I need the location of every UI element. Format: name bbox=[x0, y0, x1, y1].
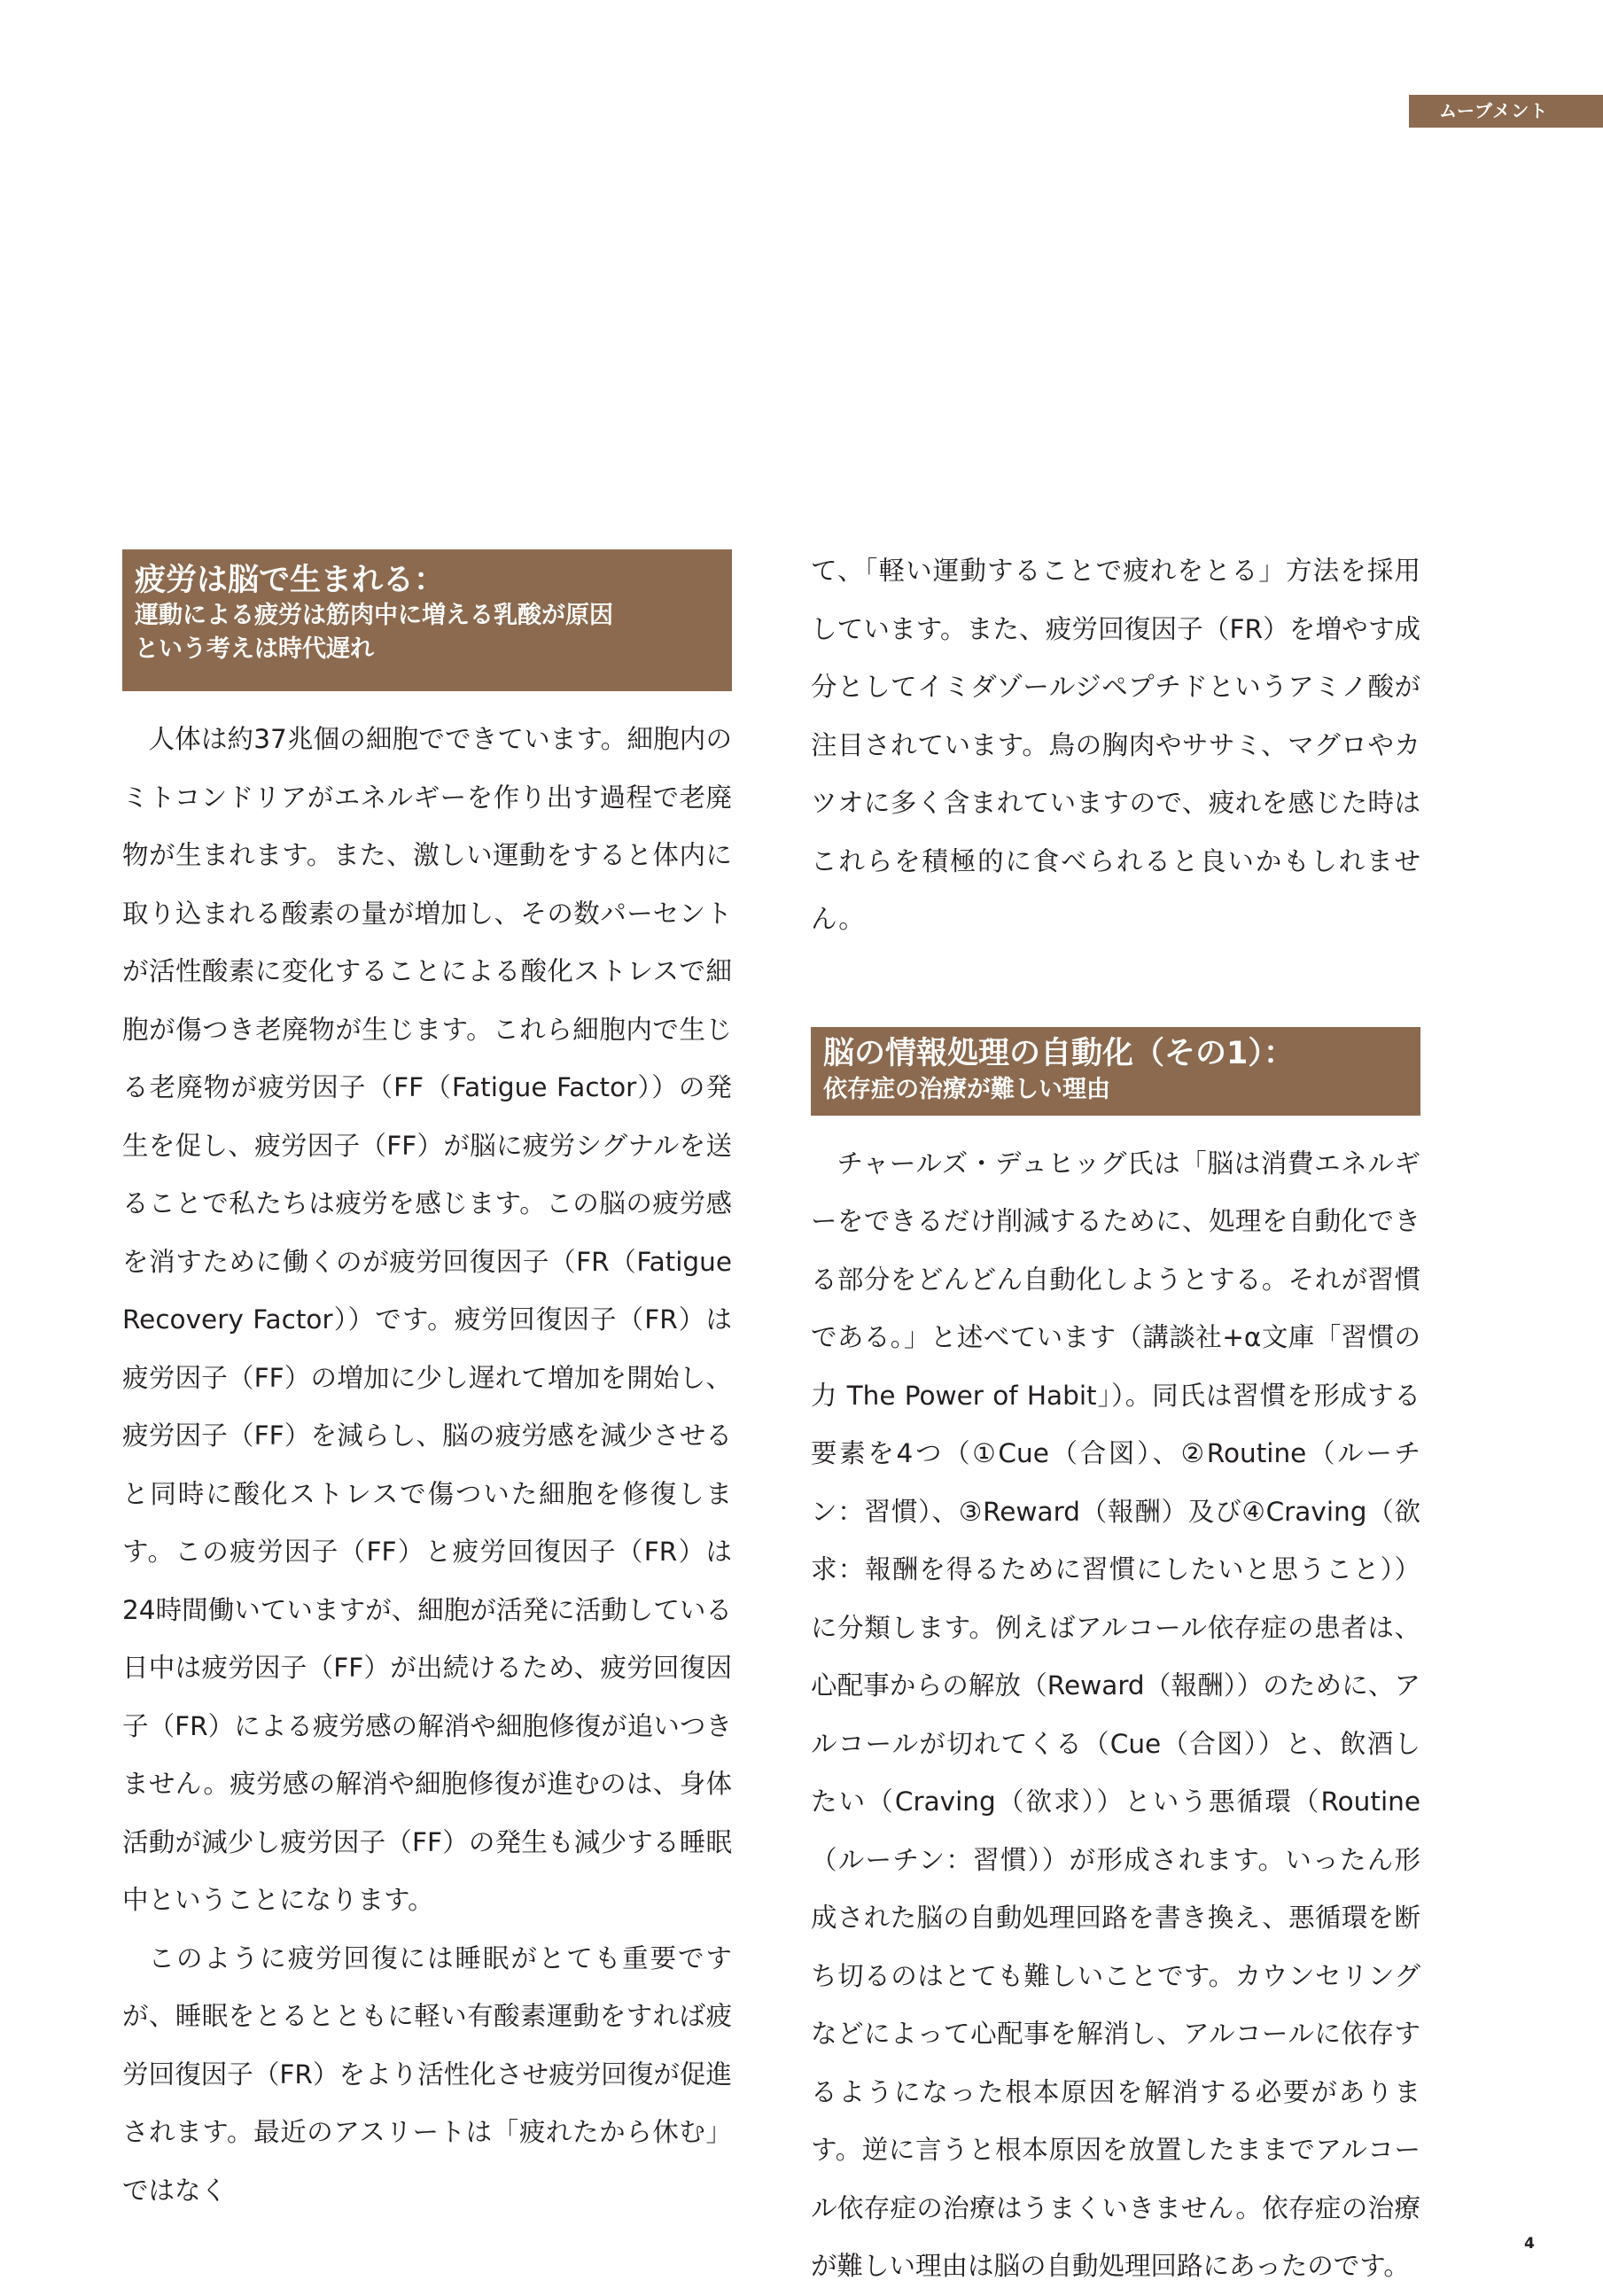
body-paragraph: 人体は約37兆個の細胞でできています。細胞内のミトコンドリアがエネルギーを作り出す過程で老廃物が生まれます。また、激しい運動をすると体内に取り込まれる酸素の量が増加し、その数パーセントが活性酸素に変化することによる酸化ストレスで細胞が傷つき老廃物が生じます。これら細胞内で生じる老廃物が疲労因子（FF（Fatigue Factor））の発生を促し、疲労因子（FF）が脳に疲労シグナルを送ることで私たちは疲労を感じます。この脳の疲労感を消すために働くのが疲労回復因子（FR（Fatigue Recovery Factor））です。疲労回復因子（FR）は疲労因子（FF）の増加に少し遅れて増加を開始し、疲労因子（FF）を減らし、脳の疲労感を減少させると同時に酸化ストレスで傷ついた細胞を修復します。この疲労因子（FF）と疲労回復因子（FR）は24時間働いていますが、細胞が活発に活動している日中は疲労因子（FF）が出続けるため、疲労回復因子（FR）による疲労感の解消や細胞修復が追いつきません。疲労感の解消や細胞修復が進むのは、身体活動が減少し疲労因子（FF）の発生も減少する睡眠中ということになります。 bbox=[122, 724, 732, 1915]
section-heading-fatigue bbox=[122, 549, 732, 691]
body-paragraph: このように疲労回復には睡眠がとても重要ですが、睡眠をとるとともに軽い有酸素運動をすれば疲労回復因子（FR）をより活性化させ疲労回復が促進されます。最近のアスリートは「疲れたから休む」ではなく bbox=[122, 1942, 732, 2206]
page-number: 4 bbox=[1524, 2235, 1535, 2253]
section-title: 疲労は脳で生まれる： bbox=[135, 563, 446, 598]
section-body-fatigue bbox=[122, 711, 732, 2220]
left-column bbox=[122, 549, 732, 2220]
section-subtitle: 運動による疲労は筋肉中に増える乳酸が原因 という考えは時代遅れ bbox=[135, 602, 613, 663]
body-paragraph: て、「軽い運動することで疲れをとる」方法を採用しています。また、疲労回復因子（FR）を増やす成分としてイミダゾールジペプチドというアミノ酸が注目されています。鳥の胸肉やササミ、マグロやカツオに多く含まれていますので、疲れを感じた時はこれらを積極的に食べられると良いかもしれません。 bbox=[811, 556, 1420, 934]
section-subtitle: 依存症の治療が難しい理由 bbox=[823, 1075, 1110, 1103]
section-title: 脳の情報処理の自動化（その1）： bbox=[823, 1035, 1295, 1071]
section-heading-automation bbox=[811, 1027, 1420, 1116]
section-body-automation bbox=[811, 1135, 1420, 2296]
category-tab: ムーブメント bbox=[1409, 95, 1603, 128]
body-paragraph: チャールズ・デュヒッグ氏は「脳は消費エネルギーをできるだけ削減するために、処理を自動化できる部分をどんどん自動化しようとする。それが習慣である。」と述べています（講談社+α文庫「習慣の力 The Power of Habit」）。同氏は習慣を形成する要素を4つ（①Cue（合図）、②Routine（ルーチン：習慣）、③Reward（報酬）及び④Craving（欲求：報酬を得るために習慣にしたいと思うこと））に分類します。例えばアルコール依存症の患者は、心配事からの解放（Reward（報酬））のために、アルコールが切れてくる（Cue（合図））と、飲酒したい（Craving（欲求））という悪循環（Routine（ルーチン：習慣））が形成されます。いったん形成された脳の自動処理回路を書き換え、悪循環を断ち切るのはとても難しいことです。カウンセリングなどによって心配事を解消し、アルコールに依存するようになった根本原因を解消する必要があります。逆に言うと根本原因を放置したままでアルコール依存症の治療はうまくいきません。依存症の治療が難しい理由は脳の自動処理回路にあったのです。 bbox=[811, 1148, 1420, 2281]
section-body-continuation bbox=[811, 542, 1420, 949]
right-column bbox=[811, 542, 1420, 2296]
